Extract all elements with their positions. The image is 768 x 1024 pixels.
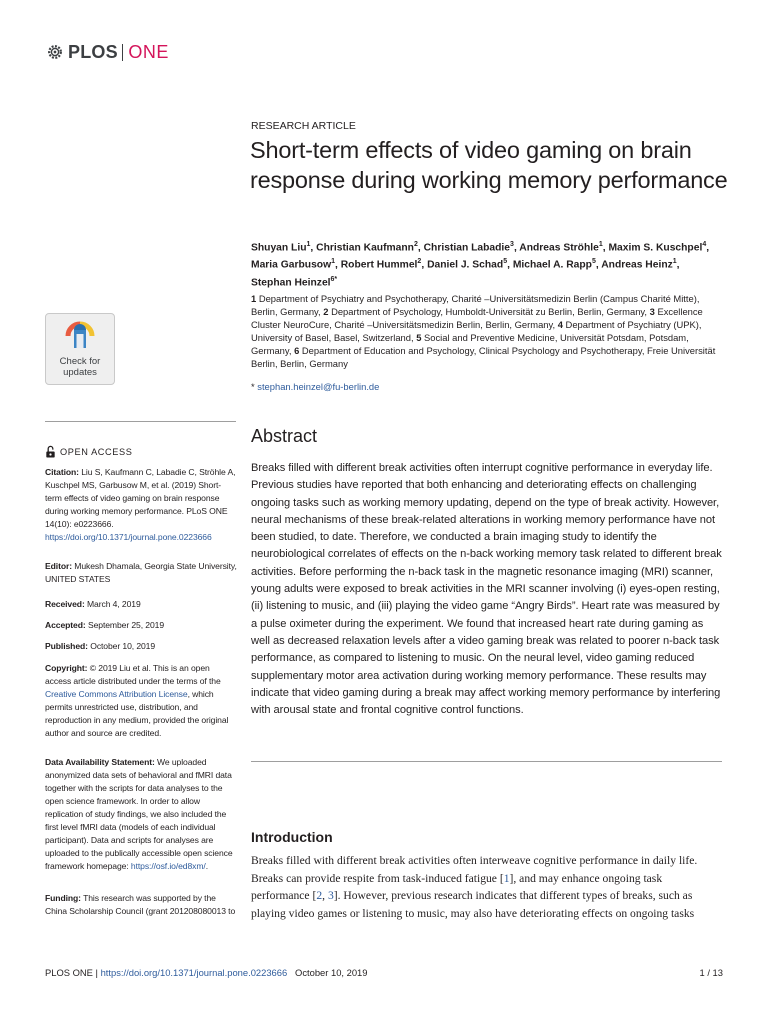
affiliation-list: 1 Department of Psychiatry and Psychotherapy, Charité –Universitätsmedizin Berlin (Campus Charité Mitte), Berlin, Germany, 2 Department of Psychology, Humboldt-Universität zu Berlin, Berlin, Germany, 3 Excellence Cluster NeuroCure, Charité –Universitätsmedizin Berlin, Berlin, Germany, 4 Department of Psychiatry (UPK), University of Basel, Basel, Switzerland, 5 Social and Preventive Medicine, Universität Potsdam, Potsdam, Germany, 6 Department of Education and Psychology, Clinical Psychology and Psychotherapy, Freie Universität Berlin, Berlin, Germany <box>251 293 716 369</box>
author: Christian Kaufmann <box>316 242 414 254</box>
logo-one-text: ONE <box>128 41 169 62</box>
reference-link[interactable]: 1 <box>503 871 510 885</box>
editor-block: Editor: Mukesh Dhamala, Georgia State University, UNITED STATES <box>45 561 237 584</box>
corresponding-author: * stephan.heinzel@fu-berlin.de <box>251 381 380 392</box>
introduction-text: Breaks filled with different break activities often interweave cognitive performance in daily life. Breaks can provide respite from task-induced fatigue [1], and may enhance ongoing task performance [2, 3]. However, previous research indicates that different types of breaks, such as playing video games or listening to music, may also have deteriorating effects on ongoing tasks <box>251 854 698 920</box>
check-for-updates-badge[interactable] <box>45 313 115 385</box>
author: Maria Garbusow <box>251 259 332 271</box>
article-title: Short-term effects of video gaming on brain response during working memory performance <box>250 137 728 193</box>
author: Robert Hummel <box>340 259 418 271</box>
citation-block: Citation: Liu S, Kaufmann C, Labadie C, Ströhle A, Kuschpel MS, Garbusow M, et al. (2019) Short-term effects of video gaming on brain response during working memory performance. PLoS ONE 14(10): e0223666. https://doi.org/10.1371/journal.pone.0223666 <box>45 467 236 542</box>
copyright-block: Copyright: © 2019 Liu et al. This is an open access article distributed under the terms of the Creative Commons Attribution License, which permits unrestricted use, distribution, and reproduction in any medium, provided the original author and source are credited. <box>45 663 229 738</box>
osf-link[interactable]: https://osf.io/ed8xm/ <box>130 861 206 871</box>
article-type-label: RESEARCH ARTICLE <box>251 120 356 132</box>
author: Michael A. Rapp <box>512 259 592 271</box>
corresponding-email-link[interactable]: stephan.heinzel@fu-berlin.de <box>257 381 380 392</box>
open-access-badge <box>45 445 132 458</box>
author: Andreas Ströhle <box>519 242 599 254</box>
author: Maxim S. Kuschpel <box>608 242 703 254</box>
plos-gear-icon <box>46 43 64 61</box>
author: Andreas Heinz <box>601 259 673 271</box>
author: Daniel J. Schad <box>427 259 504 271</box>
footer-journal: PLOS ONE | <box>45 967 98 978</box>
footer-doi-link[interactable]: https://doi.org/10.1371/journal.pone.0223666 <box>100 967 288 978</box>
reference-link[interactable]: 2 <box>316 889 323 903</box>
received-date: Received: March 4, 2019 <box>45 599 141 609</box>
abstract-divider <box>251 761 722 762</box>
crossmark-icon <box>62 318 98 354</box>
funding-block: Funding: This research was supported by the China Scholarship Council (grant 201208080013 to <box>45 893 236 916</box>
abstract-text: Breaks filled with different break activities often interrupt cognitive performance in everyday life. Previous studies have reported that both enhancing and deteriorating effects on challenging ongoing tasks such as working memory updating, depend on the type of break activity. However, neural mechanisms of these break-related alterations in working memory performance have not been studied, to date. Therefore, we conducted a brain imaging study to identify the neurobiological correlates of effects on the n-back working memory task related to different break activities. Before performing the n-back task in the magnetic resonance imaging (MRI) scanner, young adults were exposed to break activities in the MRI scanner involving (i) eyes-open resting, (ii) listening to music, and (iii) playing the video game “Angry Birds”. Heart rate was measured by a pulse oximeter during the experiment. We found that increased heart rate during gaming as well as decreased relaxation levels after a video gaming break was related to poorer n-back task performance, as compared to listening to music. On the neural level, video gaming reduced supplementary motor area activation during working memory performance. These results may indicate that video gaming during a break may affect working memory performance by interfering with arousal state and frontal cognitive control functions. <box>251 462 722 717</box>
open-lock-icon <box>45 445 56 458</box>
footer-date: October 10, 2019 <box>295 967 368 978</box>
author: Christian Labadie <box>423 242 511 254</box>
published-date: Published: October 10, 2019 <box>45 641 156 651</box>
author-list: Shuyan Liu$^1$, Christian Kaufmann$^2$, Christian Labadie$^3$, Andreas Ströhle$^1$, Maxim S. Kuschpel$^4$, Maria Garbusow$^1$, Robert Hummel$^2$, Daniel J. Schad$^5$, Michael A. Rapp$^5$, Andreas Heinz$^1$, Stephan Heinzel$^{6*}$ <box>251 241 710 289</box>
reference-link[interactable]: 3 <box>327 889 334 903</box>
page-number: 1 / 13 <box>699 967 723 978</box>
author: Shuyan Liu <box>251 242 307 254</box>
cc-license-link[interactable]: Creative Commons Attribution License <box>45 689 188 699</box>
check-updates-text: Check for updates <box>59 356 101 378</box>
logo-divider <box>122 44 124 61</box>
data-availability-block: Data Availability Statement: We uploaded anonymized data sets of behavioral and fMRI data together with the scripts for data analyses to the open science framework. In order to allow replication of study findings, we also included the first level fMRI data (models of each individual participant). Data and scripts for analyses are uploaded to the publically accessible open science framework homepage: https://osf.io/ed8xm/. <box>45 757 233 871</box>
citation-doi-link[interactable]: https://doi.org/10.1371/journal.pone.0223666 <box>45 532 212 542</box>
logo-plos-text: PLOS <box>68 41 118 62</box>
open-access-label: OPEN ACCESS <box>60 446 133 457</box>
abstract-heading: Abstract <box>251 426 318 446</box>
accepted-date: Accepted: September 25, 2019 <box>45 620 165 630</box>
plos-one-logo[interactable] <box>46 41 169 63</box>
author: Stephan Heinzel <box>251 277 331 289</box>
sidebar-divider <box>45 421 236 422</box>
introduction-heading: Introduction <box>251 829 333 845</box>
page-footer <box>45 967 367 978</box>
